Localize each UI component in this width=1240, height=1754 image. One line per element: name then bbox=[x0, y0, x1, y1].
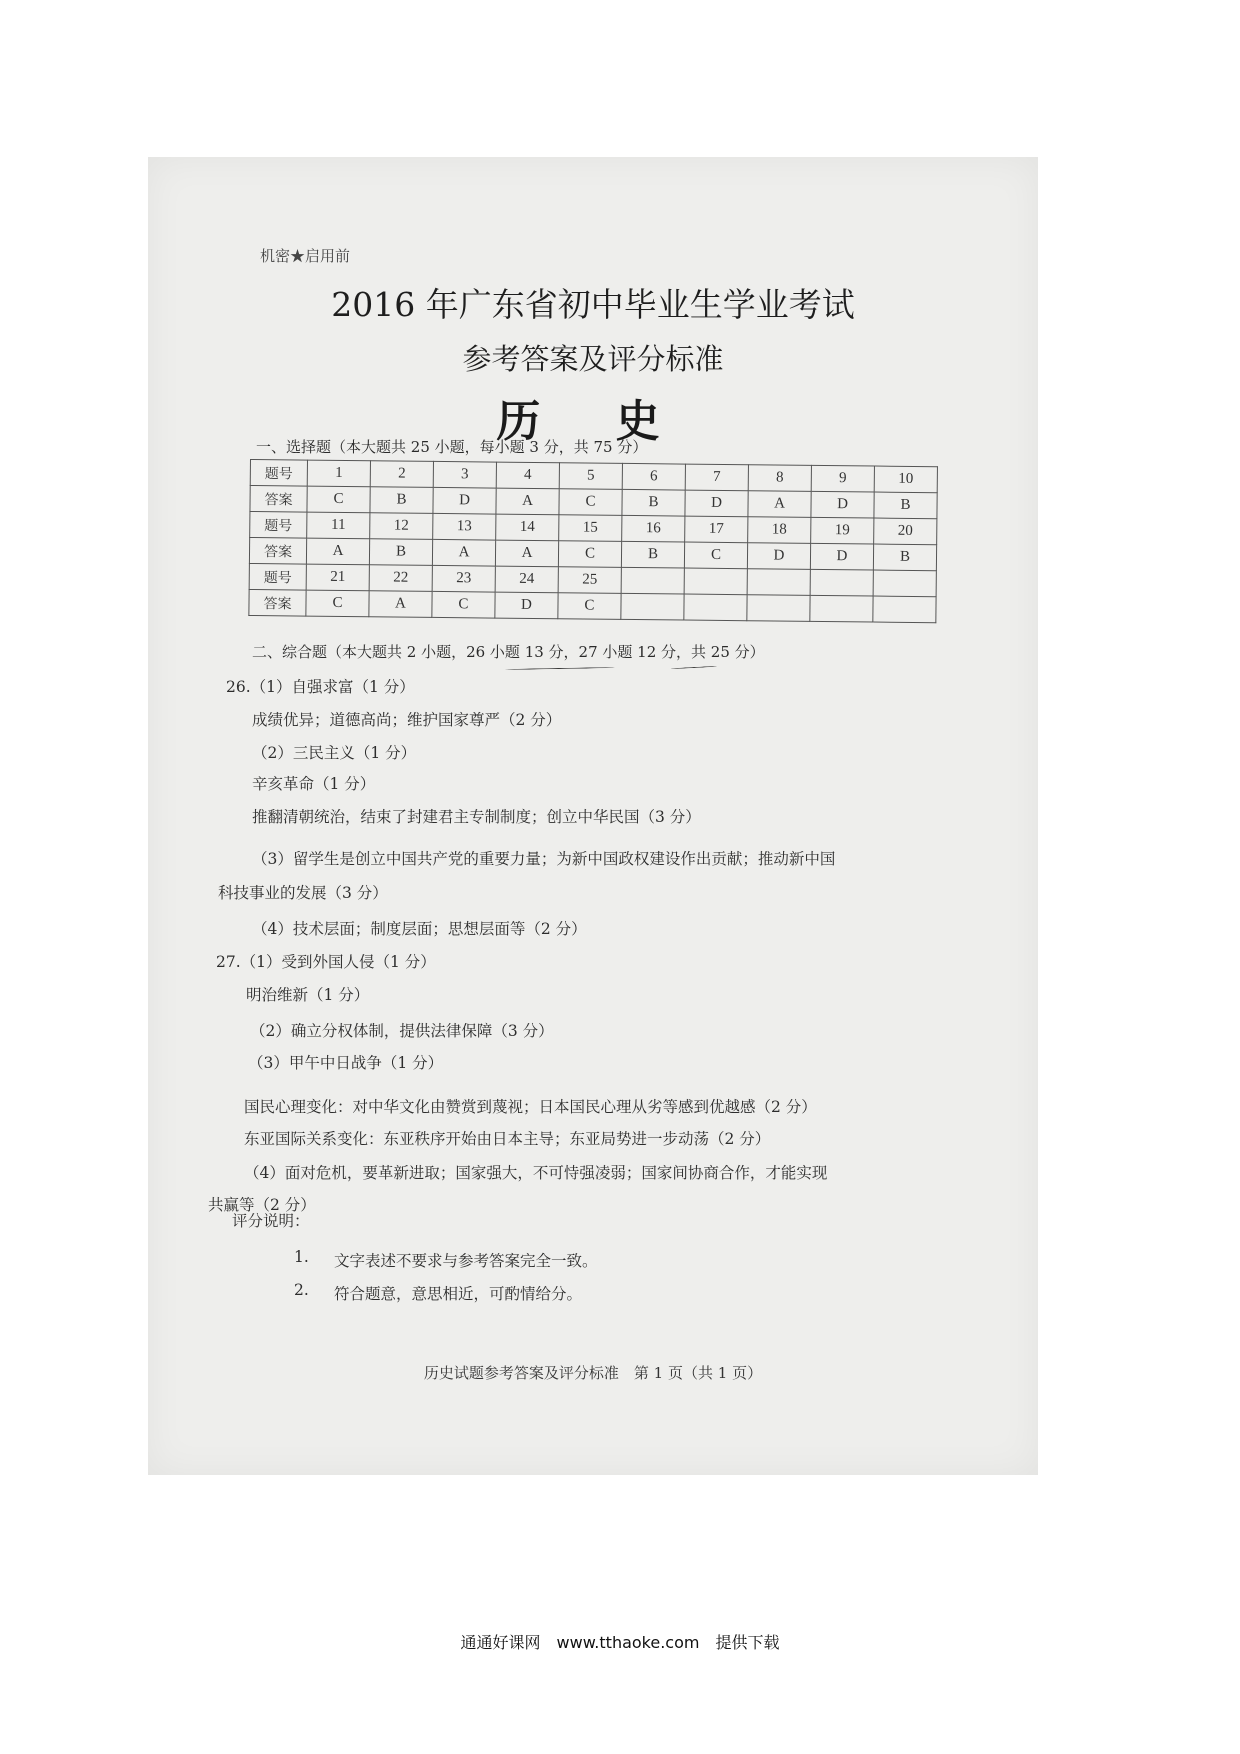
scan-page-footer: 历史试题参考答案及评分标准 第 1 页（共 1 页） bbox=[423, 1364, 763, 1382]
question-number-cell: 14 bbox=[496, 514, 559, 541]
answer-cell: D bbox=[433, 487, 496, 514]
answer-cell bbox=[810, 595, 873, 622]
question-number-cell: 5 bbox=[559, 463, 622, 490]
answer-line: （3）甲午中日战争（1 分） bbox=[248, 1054, 444, 1072]
answer-cell: B bbox=[874, 492, 937, 519]
question-number-cell bbox=[684, 568, 747, 595]
question-number-cell: 21 bbox=[306, 564, 369, 591]
question-number-cell: 9 bbox=[811, 465, 874, 492]
answer-line: 共赢等（2 分） bbox=[208, 1196, 316, 1214]
question-number-cell: 3 bbox=[433, 461, 496, 488]
answer-cell bbox=[873, 596, 936, 623]
answer-cell: A bbox=[748, 491, 811, 518]
scoring-item-number: 1. bbox=[294, 1248, 309, 1266]
answer-cell: A bbox=[369, 591, 432, 618]
question-number-cell: 2 bbox=[370, 461, 433, 488]
answer-line: 辛亥革命（1 分） bbox=[252, 775, 376, 793]
answer-line: 东亚国际关系变化：东亚秩序开始由日本主导；东亚局势进一步动荡（2 分） bbox=[244, 1130, 771, 1148]
question-number-cell: 6 bbox=[622, 463, 685, 490]
question-number-cell: 25 bbox=[558, 567, 621, 594]
question-number-cell bbox=[810, 569, 873, 596]
scoring-item-text: 文字表述不要求与参考答案完全一致。 bbox=[334, 1252, 598, 1270]
handwritten-underline bbox=[671, 666, 717, 669]
answer-cell: B bbox=[621, 541, 684, 568]
question-number-cell: 18 bbox=[748, 517, 811, 544]
question-number-cell: 17 bbox=[685, 516, 748, 543]
answer-cell: A bbox=[496, 488, 559, 515]
answer-cell: D bbox=[495, 592, 558, 619]
question-number-cell bbox=[873, 570, 936, 597]
row-label-answer: 答案 bbox=[249, 538, 306, 565]
row-label-number: 题号 bbox=[249, 563, 306, 590]
question-number-cell: 24 bbox=[495, 566, 558, 593]
answer-cell: C bbox=[684, 542, 747, 569]
answer-cell: C bbox=[307, 486, 370, 513]
answer-line: （4）面对危机，要革新进取；国家强大，不可恃强凌弱；国家间协商合作，才能实现 bbox=[244, 1164, 828, 1182]
scanned-answer-sheet bbox=[148, 157, 1038, 1475]
question-number-cell: 11 bbox=[307, 512, 370, 539]
question-number-cell: 20 bbox=[874, 518, 937, 545]
question-number-cell: 23 bbox=[432, 565, 495, 592]
subject-title: 历 史 bbox=[496, 396, 690, 447]
question-number-cell: 7 bbox=[685, 464, 748, 491]
question-number-cell bbox=[621, 567, 684, 594]
question-number-cell: 19 bbox=[811, 517, 874, 544]
download-source-footer: 通通好课网 www.tthaoke.com 提供下载 bbox=[460, 1633, 780, 1652]
answer-line: 明治维新（1 分） bbox=[246, 986, 370, 1004]
question-number-cell: 10 bbox=[874, 466, 937, 493]
answer-line: 推翻清朝统治，结束了封建君主专制制度；创立中华民国（3 分） bbox=[252, 808, 701, 826]
answer-cell: B bbox=[622, 489, 685, 516]
question-number-cell: 12 bbox=[370, 513, 433, 540]
answer-cell bbox=[684, 594, 747, 621]
answer-cell: C bbox=[558, 541, 621, 568]
answer-line: 科技事业的发展（3 分） bbox=[218, 884, 388, 902]
confidential-label: 机密★启用前 bbox=[260, 247, 351, 265]
answer-cell: A bbox=[306, 538, 369, 565]
answer-cell: C bbox=[306, 590, 369, 617]
answer-line: 成绩优异；道德高尚；维护国家尊严（2 分） bbox=[252, 711, 562, 729]
answer-cell: B bbox=[369, 539, 432, 566]
section2-heading: 二、综合题（本大题共 2 小题，26 小题 13 分，27 小题 12 分，共 25 分） bbox=[252, 643, 765, 661]
answer-line: （2）三民主义（1 分） bbox=[252, 744, 417, 762]
scoring-title: 评分说明： bbox=[232, 1212, 310, 1230]
question-number-cell: 15 bbox=[559, 515, 622, 542]
answer-cell: A bbox=[495, 540, 558, 567]
section1-heading: 一、选择题（本大题共 25 小题，每小题 3 分，共 75 分） bbox=[256, 438, 648, 456]
multiple-choice-answer-table bbox=[248, 459, 938, 623]
row-label-answer: 答案 bbox=[249, 589, 306, 616]
row-label-number: 题号 bbox=[250, 460, 307, 487]
row-label-answer: 答案 bbox=[250, 486, 307, 513]
answer-line: （2）确立分权体制，提供法律保障（3 分） bbox=[250, 1022, 554, 1040]
answer-line: 国民心理变化：对中华文化由赞赏到蔑视；日本国民心理从劣等感到优越感（2 分） bbox=[244, 1098, 817, 1116]
question-number-cell: 22 bbox=[369, 565, 432, 592]
question-number-cell bbox=[747, 569, 810, 596]
answer-line: （4）技术层面；制度层面；思想层面等（2 分） bbox=[252, 920, 587, 938]
answer-cell: A bbox=[432, 539, 495, 566]
exam-title: 2016 年广东省初中毕业生学业考试 bbox=[331, 285, 855, 324]
answer-line: 26.（1）自强求富（1 分） bbox=[226, 678, 415, 696]
answer-cell bbox=[747, 595, 810, 622]
answer-line: 27.（1）受到外国人侵（1 分） bbox=[216, 953, 436, 971]
answer-cell: D bbox=[810, 543, 873, 570]
answer-cell: D bbox=[811, 491, 874, 518]
question-number-cell: 13 bbox=[433, 513, 496, 540]
answer-cell: B bbox=[370, 487, 433, 514]
question-number-cell: 4 bbox=[496, 462, 559, 489]
answer-line: （3）留学生是创立中国共产党的重要力量；为新中国政权建设作出贡献；推动新中国 bbox=[252, 850, 836, 868]
question-number-cell: 16 bbox=[622, 515, 685, 542]
scoring-item-number: 2. bbox=[294, 1281, 309, 1299]
question-number-cell: 1 bbox=[307, 460, 370, 487]
answer-cell: D bbox=[685, 490, 748, 517]
answer-cell: D bbox=[747, 543, 810, 570]
answer-cell: C bbox=[559, 489, 622, 516]
exam-subtitle: 参考答案及评分标准 bbox=[462, 342, 724, 376]
scoring-item-text: 符合题意，意思相近，可酌情给分。 bbox=[334, 1285, 583, 1303]
answer-cell: B bbox=[873, 544, 936, 571]
handwritten-underline bbox=[505, 667, 615, 670]
answer-cell: C bbox=[432, 591, 495, 618]
row-label-number: 题号 bbox=[250, 512, 307, 539]
answer-cell: C bbox=[558, 593, 621, 620]
answer-cell bbox=[621, 593, 684, 620]
question-number-cell: 8 bbox=[748, 465, 811, 492]
